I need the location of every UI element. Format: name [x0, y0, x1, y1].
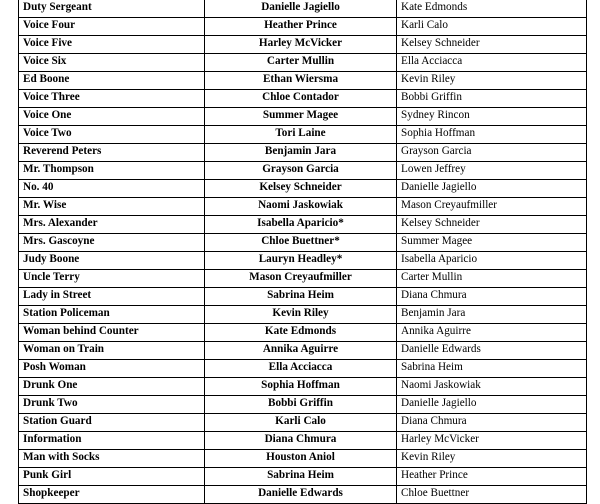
cast-a-cell: Isabella Aparicio* [205, 216, 397, 234]
cast-b-cell: Danielle Edwards [397, 342, 587, 360]
role-cell: Ed Boone [19, 72, 205, 90]
cast-b-cell: Grayson Garcia [397, 144, 587, 162]
cast-a-cell: Lauryn Headley* [205, 252, 397, 270]
role-cell: Judy Boone [19, 252, 205, 270]
cast-a-cell: Sabrina Heim [205, 288, 397, 306]
cast-a-cell: Chloe Contador [205, 90, 397, 108]
table-row [19, 72, 587, 90]
cast-a-cell: Ella Acciacca [205, 360, 397, 378]
role-cell: Man with Socks [19, 450, 205, 468]
cast-b-cell: Summer Magee [397, 234, 587, 252]
cast-a-cell: Ethan Wiersma [205, 72, 397, 90]
cast-b-cell: Lowen Jeffrey [397, 162, 587, 180]
cast-b-cell: Carter Mullin [397, 270, 587, 288]
cast-b-cell: Kelsey Schneider [397, 36, 587, 54]
role-cell: Voice Six [19, 54, 205, 72]
table-row [19, 198, 587, 216]
cast-a-cell: Houston Aniol [205, 450, 397, 468]
cast-a-cell: Benjamin Jara [205, 144, 397, 162]
cast-b-cell: Kevin Riley [397, 72, 587, 90]
role-cell: Mr. Wise [19, 198, 205, 216]
role-cell: Station Guard [19, 414, 205, 432]
role-cell: Drunk Two [19, 396, 205, 414]
cast-a-cell: Diana Chmura [205, 432, 397, 450]
table-row [19, 432, 587, 450]
cast-a-cell: Kate Edmonds [205, 324, 397, 342]
table-row [19, 270, 587, 288]
cast-b-cell: Harley McVicker [397, 432, 587, 450]
cast-a-cell: Naomi Jaskowiak [205, 198, 397, 216]
role-cell: Voice Four [19, 18, 205, 36]
cast-b-cell: Kelsey Schneider [397, 216, 587, 234]
table-row [19, 54, 587, 72]
cast-b-cell: Diana Chmura [397, 288, 587, 306]
table-row [19, 324, 587, 342]
cast-a-cell: Karli Calo [205, 414, 397, 432]
table-row [19, 450, 587, 468]
cast-b-cell: Ella Acciacca [397, 54, 587, 72]
role-cell: Mrs. Gascoyne [19, 234, 205, 252]
role-cell: Voice Five [19, 36, 205, 54]
cast-a-cell: Kelsey Schneider [205, 180, 397, 198]
cast-b-cell: Danielle Jagiello [397, 396, 587, 414]
role-cell: Voice Three [19, 90, 205, 108]
cast-b-cell: Isabella Aparicio [397, 252, 587, 270]
cast-a-cell: Kevin Riley [205, 306, 397, 324]
table-row [19, 18, 587, 36]
cast-a-cell: Grayson Garcia [205, 162, 397, 180]
table-row [19, 216, 587, 234]
table-row [19, 378, 587, 396]
role-cell: Woman on Train [19, 342, 205, 360]
cast-a-cell: Danielle Edwards [205, 486, 397, 504]
role-cell: Mrs. Alexander [19, 216, 205, 234]
table-row [19, 36, 587, 54]
cast-b-cell: Sydney Rincon [397, 108, 587, 126]
table-row [19, 288, 587, 306]
role-cell: Mr. Thompson [19, 162, 205, 180]
cast-a-cell: Harley McVicker [205, 36, 397, 54]
cast-b-cell: Sophia Hoffman [397, 126, 587, 144]
role-cell: Posh Woman [19, 360, 205, 378]
table-row [19, 90, 587, 108]
cast-a-cell: Mason Creyaufmiller [205, 270, 397, 288]
cast-b-cell: Naomi Jaskowiak [397, 378, 587, 396]
role-cell: Information [19, 432, 205, 450]
role-cell: Drunk One [19, 378, 205, 396]
cast-b-cell: Annika Aguirre [397, 324, 587, 342]
cast-b-cell: Chloe Buettner [397, 486, 587, 504]
table-row [19, 234, 587, 252]
cast-a-cell: Heather Prince [205, 18, 397, 36]
cast-b-cell: Heather Prince [397, 468, 587, 486]
role-cell: Uncle Terry [19, 270, 205, 288]
role-cell: No. 40 [19, 180, 205, 198]
table-row [19, 126, 587, 144]
role-cell: Punk Girl [19, 468, 205, 486]
table-row [19, 180, 587, 198]
cast-a-cell: Carter Mullin [205, 54, 397, 72]
cast-a-cell: Summer Magee [205, 108, 397, 126]
table-row [19, 144, 587, 162]
table-row [19, 342, 587, 360]
table-row [19, 162, 587, 180]
cast-b-cell: Mason Creyaufmiller [397, 198, 587, 216]
role-cell: Shopkeeper [19, 486, 205, 504]
cast-b-cell: Diana Chmura [397, 414, 587, 432]
table-row [19, 108, 587, 126]
cast-a-cell: Sophia Hoffman [205, 378, 397, 396]
cast-b-cell: Benjamin Jara [397, 306, 587, 324]
cast-a-cell: Annika Aguirre [205, 342, 397, 360]
role-cell: Duty Sergeant [19, 0, 205, 18]
cast-b-cell: Sabrina Heim [397, 360, 587, 378]
cast-a-cell: Tori Laine [205, 126, 397, 144]
role-cell: Voice One [19, 108, 205, 126]
role-cell: Station Policeman [19, 306, 205, 324]
role-cell: Reverend Peters [19, 144, 205, 162]
table-row [19, 0, 587, 18]
table-row [19, 414, 587, 432]
table-row [19, 252, 587, 270]
table-row [19, 396, 587, 414]
cast-a-cell: Chloe Buettner* [205, 234, 397, 252]
cast-table [18, 0, 587, 504]
role-cell: Woman behind Counter [19, 324, 205, 342]
cast-b-cell: Kate Edmonds [397, 0, 587, 18]
cast-b-cell: Danielle Jagiello [397, 180, 587, 198]
table-row [19, 468, 587, 486]
table-row [19, 360, 587, 378]
role-cell: Voice Two [19, 126, 205, 144]
cast-b-cell: Bobbi Griffin [397, 90, 587, 108]
cast-a-cell: Bobbi Griffin [205, 396, 397, 414]
cast-a-cell: Sabrina Heim [205, 468, 397, 486]
cast-table-body [19, 0, 587, 504]
table-row [19, 306, 587, 324]
cast-b-cell: Kevin Riley [397, 450, 587, 468]
cast-b-cell: Karli Calo [397, 18, 587, 36]
table-row [19, 486, 587, 504]
cast-a-cell: Danielle Jagiello [205, 0, 397, 18]
role-cell: Lady in Street [19, 288, 205, 306]
